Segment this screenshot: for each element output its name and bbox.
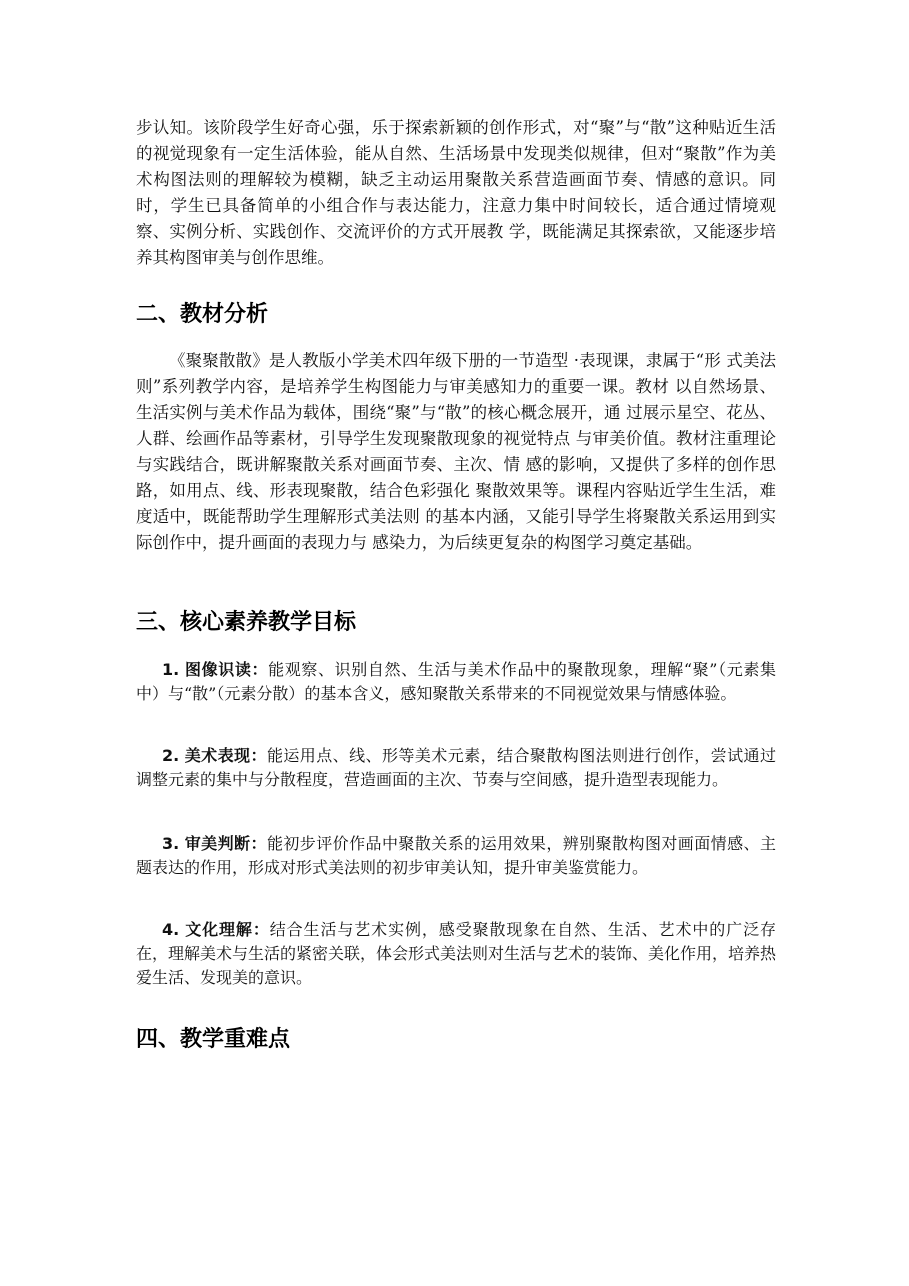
intro-paragraph: 步认知。该阶段学生好奇心强，乐于探索新颖的创作形式，对“聚”与“散”这种贴近生活的视觉现象有一定生活体验，能从自然、生活场景中发现类似规律，但对“聚散”作为美术构图法则的理解较为模糊，缺乏主动运用聚散关系营造画面节奏、情感的意识。同时，学生已具备简单的小组合作与表达能力，注意力集中时间较长，适合通过情境观察、实例分析、实践创作、交流评价的方式开展教 学，既能满足其探索欲，又能逐步培养其构图审美与创作思维。 xyxy=(136,118,776,267)
goal-text: 能运用点、线、形等美术元素，结合聚散构图法则进行创作，尝试通过调整元素的集中与分散程度，营造画面的主次、节奏与空间感，提升造型表现能力。 xyxy=(136,746,776,789)
goal-number: 3. xyxy=(162,834,180,853)
goal-number: 1. xyxy=(162,660,180,679)
goal-label: 图像识读： xyxy=(184,660,269,679)
goal-item-cultural-understanding xyxy=(136,918,776,990)
section-heading-key-difficulties: 四、教学重难点 xyxy=(136,1027,291,1052)
section-heading-core-goals: 三、核心素养教学目标 xyxy=(136,610,357,635)
goal-text: 结合生活与艺术实例，感受聚散现象在自然、生活、艺术中的广泛存在，理解美术与生活的紧密关联，体会形式美法则对生活与艺术的装饰、美化作用，培养热爱生活、发现美的意识。 xyxy=(136,920,777,987)
goal-number: 2. xyxy=(162,746,180,765)
goal-text: 能初步评价作品中聚散关系的运用效果，辨别聚散构图对画面情感、主题表达的作用，形成对形式美法则的初步审美认知，提升审美鉴赏能力。 xyxy=(136,834,776,877)
goal-item-image-reading xyxy=(136,658,776,706)
goal-item-art-expression xyxy=(136,744,776,792)
goal-item-aesthetic-judgment xyxy=(136,832,776,880)
section-heading-textbook-analysis: 二、教材分析 xyxy=(136,302,269,327)
goal-text: 能观察、识别自然、生活与美术作品中的聚散现象，理解“聚”（元素集中）与“散”（元素分散）的基本含义，感知聚散关系带来的不同视觉效果与情感体验。 xyxy=(136,660,776,703)
goal-number: 4. xyxy=(162,920,180,939)
textbook-analysis-paragraph: 《聚聚散散》是人教版小学美术四年级下册的一节造型 ·表现课，隶属于“形 式美法则”系列教学内容，是培养学生构图能力与审美感知力的重要一课。教材 以自然场景、生活实例与美术作品为载体，围绕“聚”与“散”的核心概念展开，通 过展示星空、花丛、人群、绘画作品等素材，引导学生发现聚散现象的视觉特点 与审美价值。教材注重理论与实践结合，既讲解聚散关系对画面节奏、主次、情 感的影响，又提供了多样的创作思路，如用点、线、形表现聚散，结合色彩强化 聚散效果等。课程内容贴近学生生活，难度适中，既能帮助学生理解形式美法则 的基本内涵，又能引导学生将聚散关系运用到实际创作中，提升画面的表现力与 感染力，为后续更复杂的构图学习奠定基础。 xyxy=(136,351,776,552)
goal-label: 美术表现： xyxy=(184,746,267,765)
goal-label: 文化理解： xyxy=(185,920,270,939)
goal-label: 审美判断： xyxy=(184,834,267,853)
